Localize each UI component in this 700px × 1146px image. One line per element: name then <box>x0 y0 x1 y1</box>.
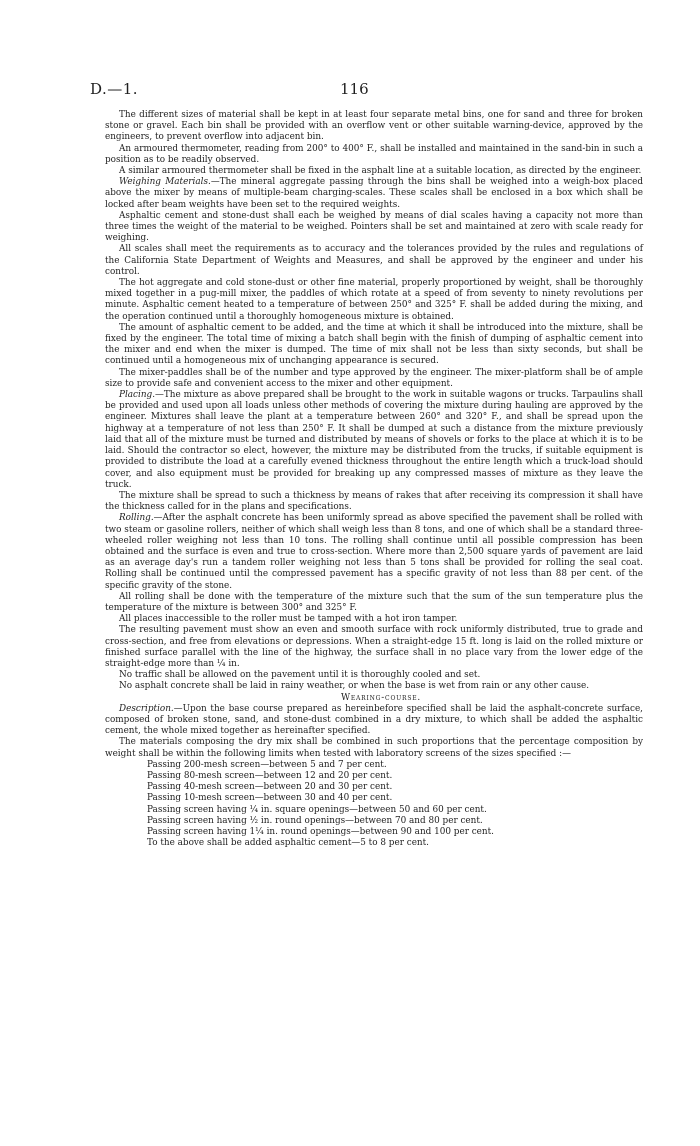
paragraph-asphalt-thermometer: A similar armoured thermometer shall be fixed in the asphalt line at a suitable location, as directed by the engineer. <box>119 166 642 177</box>
lead-rolling: Rolling. <box>119 513 154 524</box>
paragraph-asphalt-amount: The amount of asphaltic cement to be added, and the time at which it shall be introduced into the mixture, shall be fixed by the engineer. The total time of mixing a batch shall begin with the finish of dumping of asphaltic cement into the mixer and end when the mixer is dumped. The time of mix shall not be less than sixty seconds, but shall be continued until a homogeneous mix of unchanging appearance is secured. <box>105 322 643 367</box>
paragraph-mixer-paddles: The mixer-paddles shall be of the number and type approved by the engineer. The mixer-platform shall be of ample size to provide safe and convenient access to the mixer and other equipment. <box>105 367 643 389</box>
final-line: To the above shall be added asphaltic cement—5 to 8 per cent. <box>147 838 429 849</box>
list-item: Passing 80-mesh screen—between 12 and 20 per cent. <box>147 770 393 781</box>
page-number: 116 <box>340 80 369 98</box>
paragraph-thermometer: An armoured thermometer, reading from 200° to 400° F., shall be installed and maintained in the sand-bin in such a position as to be readily observed. <box>105 143 643 165</box>
paragraph-tamping: All places inaccessible to the roller must be tamped with a hot iron tamper. <box>119 614 458 625</box>
paragraph-weather: No asphalt concrete shall be laid in rainy weather, or when the base is wet from rain or any other cause. <box>119 681 590 692</box>
lead-placing: Placing. <box>119 390 156 401</box>
paragraph-mixing: The hot aggregate and cold stone-dust or other fine material, properly proportioned by weight, shall be thoroughly mixed together in a pug-mill mixer, the paddles of which rotate at a speed of from seventy to ninety revolutions per minute. Asphaltic cement heated to a temperature of between 250° and 325° F. shall be added during the mixing, and the operation continued until a thoroughly homogeneous mixture is obtained. <box>105 278 643 322</box>
paragraph-scales-requirements: All scales shall meet the requirements as to accuracy and the tolerances provided by the rules and regulations of the California State Department of Weights and Measures, and shall be approved by the engineer and under his control. <box>105 244 643 277</box>
list-item: Passing 10-mesh screen—between 30 and 40 per cent. <box>147 793 393 804</box>
paragraph-rolling: Rolling.—After the asphalt concrete has been uniformly spread as above specified the pavement shall be rolled with two steam or gasoline rollers, neither of which shall weigh less than 8 tons, and one of which shall be a standard three-wheeled roller weighing not less than 10 tons. The rolling shall continue until all possible compression has been obtained and the surface is even and true to cross-section. Where more than 2,500 square yards of pavement are laid as an average day's run a tandem roller weighing not less than 5 tons shall be provided for rolling the seal coat. Rolling shall be continued until the compressed pavement has a specific gravity of not less than 88 per cent. of the specific gravity of the stone. <box>105 513 643 591</box>
paragraph-surface: The resulting pavement must show an even and smooth surface with rock uniformly distributed, true to grade and cross-section, and free from elevations or depressions. When a straight-edge 15 ft. long is laid on the rolled mixture or finished surface parallel with the line of the highway, the surface shall in no place vary from the lower edge of the straight-edge more than ¼ in. <box>105 625 643 669</box>
list-item: Passing screen having ¼ in. square openings—between 50 and 60 per cent. <box>147 804 487 815</box>
paragraph-materials: The materials composing the dry mix shall be combined in such proportions that the percentage composition by weight shall be within the following limits when tested with laboratory screens of the sizes specified :— <box>105 737 643 759</box>
document-body <box>105 110 643 849</box>
lead-weighing: Weighing Materials. <box>119 177 211 188</box>
paragraph-rolling-temperature: All rolling shall be done with the temperature of the mixture such that the sum of the sun temperature plus the temperature of the mixture is between 300° and 325° F. <box>105 591 643 613</box>
list-item: Passing 40-mesh screen—between 20 and 30 per cent. <box>147 782 393 793</box>
paragraph-placing: Placing.—The mixture as above prepared shall be brought to the work in suitable wagons or trucks. Tarpaulins shall be provided and used upon all loads unless other methods of covering the mixture during hauling are approved by the engineer. Mixtures shall leave the plant at a temperature between 260° and 320° F., and shall be spread upon the highway at a temperature of not less than 250° F. It shall be dumped at such a distance from the mixture previously laid that all of the mixture must be turned and distributed by means of shovels or forks to the place at which it is to be laid. Should the contractor so elect, however, the mixture may be distributed from the trucks, if suitable equipment is provided to distribute the load at a carefully evened thickness throughout the entire length which a truck-load should cover, and also equipment must be provided for breaking up any compressed masses of mixture as they leave the truck. <box>105 390 643 490</box>
list-item: Passing screen having 1¼ in. round openings—between 90 and 100 per cent. <box>147 827 494 837</box>
list-item: Passing 200-mesh screen—between 5 and 7 per cent. <box>147 759 387 770</box>
document-reference: D.—1. <box>90 80 139 98</box>
paragraph-description: Description.—Upon the base course prepared as hereinbefore specified shall be laid the asphalt-concrete surface, composed of broken stone, sand, and stone-dust combined in a dry mixture, to which shall be added the asphaltic cement, the whole mixed together as hereinafter specified. <box>105 703 643 737</box>
list-item: Passing screen having ½ in. round openings—between 70 and 80 per cent. <box>147 815 483 826</box>
paragraph-weighing-materials: Weighing Materials.—The mineral aggregate passing through the bins shall be weighed into a weigh-box placed above the mixer by means of multiple-beam charging-scales. These scales shall be enclosed in a box which shall be locked after beam weights have been set to the required weights. <box>105 177 643 210</box>
paragraph-bins: The different sizes of material shall be kept in at least four separate metal bins, one for sand and three for broken stone or gravel. Each bin shall be provided with an overflow vent or other suitable warning-device, approved by the engineers, to prevent overflow into adjacent bin. <box>105 110 643 143</box>
section-heading: Wearing-course. <box>340 692 422 703</box>
paragraph-dial-scales: Asphaltic cement and stone-dust shall each be weighed by means of dial scales having a capacity not more than three times the weight of the material to be weighed. Pointers shall be set and maintained at zero with scale ready for weighing. <box>105 210 643 244</box>
lead-description: Description. <box>119 703 174 714</box>
screen-list <box>105 760 643 838</box>
paragraph-traffic: No traffic shall be allowed on the pavement until it is thoroughly cooled and set. <box>119 670 481 681</box>
paragraph-spreading: The mixture shall be spread to such a thickness by means of rakes that after receiving its compression it shall have the thickness called for in the plans and specifications. <box>105 490 643 513</box>
